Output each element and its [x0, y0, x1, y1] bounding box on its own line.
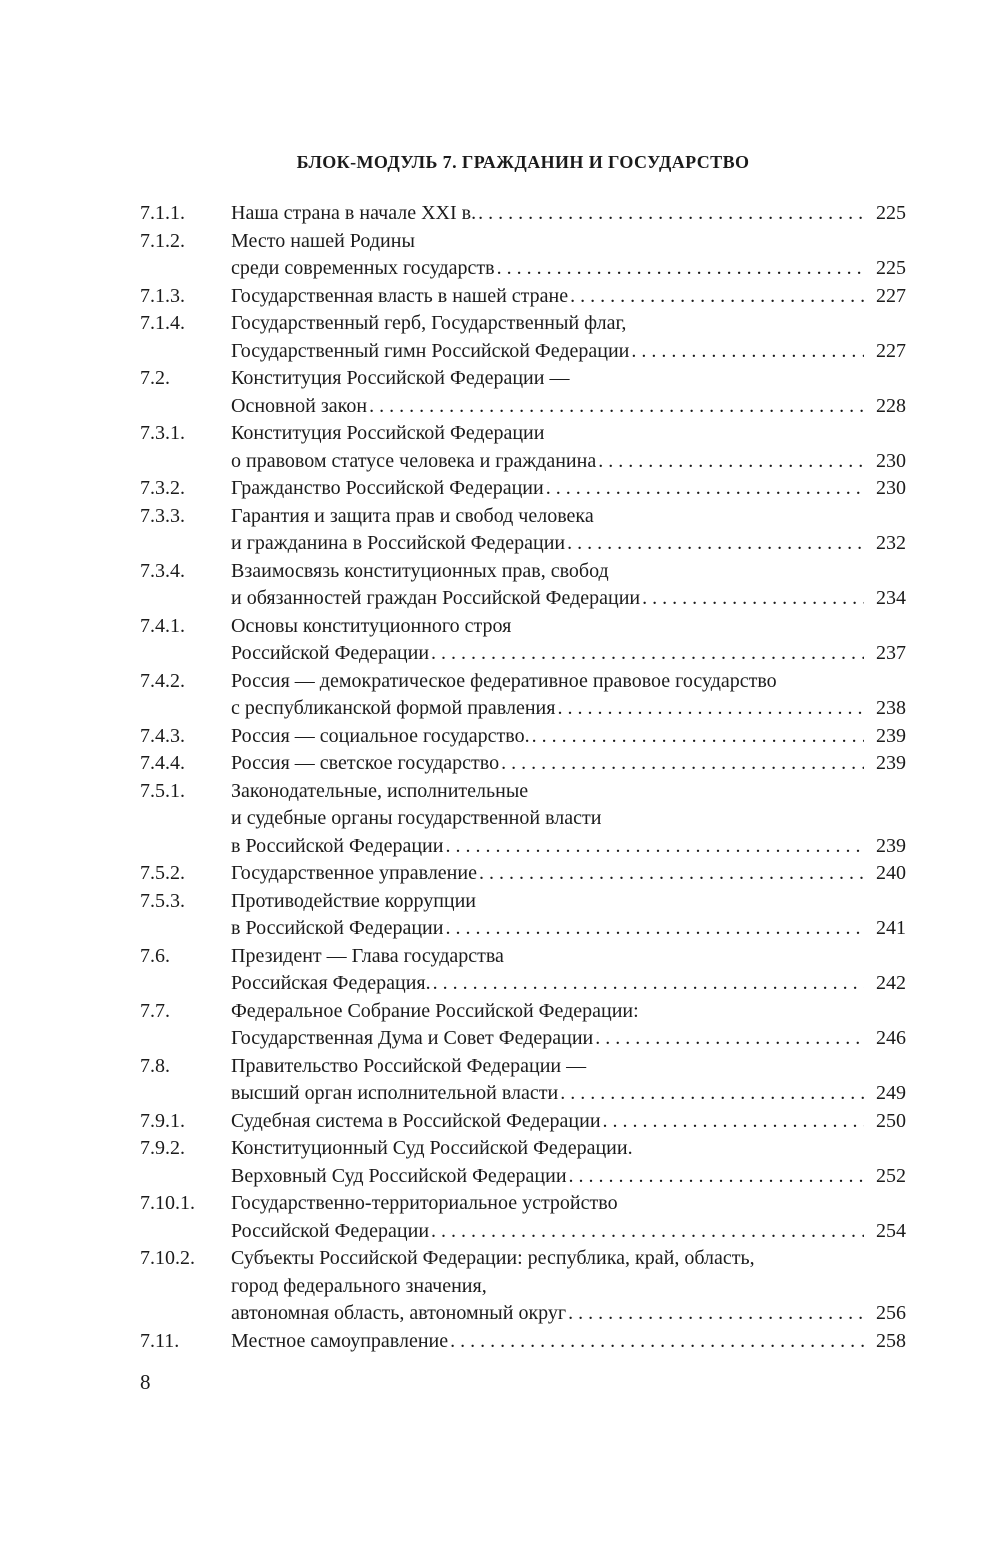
entry-line-text: Российской Федерации [231, 642, 430, 664]
entry-line-text: Конституция Российской Федерации — [231, 367, 570, 389]
entry-line [231, 530, 906, 558]
entry-line [231, 1273, 906, 1301]
dot-leader [598, 448, 864, 476]
entry-page-number: 228 [876, 394, 906, 417]
toc-entry [140, 860, 906, 888]
entry-line [231, 1080, 906, 1108]
entry-line [231, 228, 906, 256]
toc-entry [140, 1053, 906, 1108]
entry-line [231, 1300, 906, 1328]
entry-line [231, 833, 906, 861]
entry-line [231, 1108, 906, 1136]
entry-page-number: 239 [876, 724, 906, 747]
entry-text [231, 1053, 906, 1108]
entry-line-text: Законодательные, исполнительные [231, 779, 529, 802]
entry-number: 7.1.2. [140, 229, 185, 252]
entry-line [231, 503, 906, 531]
entry-line [231, 1053, 906, 1081]
toc-entry [140, 1108, 906, 1136]
entry-text [231, 475, 906, 503]
toc-entry [140, 750, 906, 778]
entry-line-text: с республиканской формой правления [231, 697, 556, 719]
entry-text [231, 613, 906, 668]
entry-line [231, 915, 906, 943]
toc-entry [140, 200, 906, 228]
dot-leader [369, 393, 864, 421]
entry-text [231, 888, 906, 943]
dot-leader [431, 1218, 864, 1246]
toc-entry [140, 778, 906, 861]
entry-line [231, 1218, 906, 1246]
entry-number: 7.3.1. [140, 422, 185, 444]
entry-line-text: Президент — Глава государства [231, 944, 504, 967]
entry-line-text: Государственный герб, Государственный флаг, [231, 312, 627, 334]
entry-page-number: 256 [876, 1302, 906, 1324]
entry-line-text: Государственно-территориальное устройство [231, 1192, 618, 1214]
entry-text [231, 750, 906, 778]
toc-entry [140, 723, 906, 751]
entry-page-number: 252 [876, 1164, 906, 1187]
entry-page-number: 230 [876, 449, 906, 472]
entry-text [231, 1108, 906, 1136]
entry-number: 7.1.4. [140, 312, 185, 334]
entry-line-text: Гарантия и защита прав и свобод человека [231, 504, 594, 527]
toc-entry [140, 1190, 906, 1245]
entry-text [231, 365, 906, 420]
entry-line [231, 558, 906, 586]
entry-text [231, 1245, 906, 1328]
toc-entries [140, 200, 906, 1355]
dot-leader [560, 1080, 864, 1108]
entry-text [231, 1190, 906, 1245]
dot-leader [631, 338, 864, 366]
entry-number: 7.1.1. [140, 202, 185, 224]
entry-number: 7.1.3. [140, 284, 185, 307]
toc-entry [140, 228, 906, 283]
entry-line [231, 200, 906, 228]
dot-leader [557, 695, 864, 723]
entry-line [231, 393, 906, 421]
toc-entry [140, 1245, 906, 1328]
entry-line [231, 585, 906, 613]
entry-text [231, 1135, 906, 1190]
entry-page-number: 230 [876, 477, 906, 499]
entry-line [231, 998, 906, 1026]
entry-line-text: Наша страна в начале XXI в. [231, 202, 477, 224]
dot-leader [501, 750, 864, 778]
entry-text [231, 200, 906, 228]
entry-number: 7.7. [140, 999, 170, 1022]
entry-line [231, 1025, 906, 1053]
entry-number: 7.8. [140, 1054, 170, 1077]
entry-number: 7.4.4. [140, 752, 185, 774]
entry-line [231, 475, 906, 503]
entry-line-text: Конституционный Суд Российской Федерации. [231, 1137, 633, 1159]
entry-line-text: автономная область, автономный округ [231, 1302, 567, 1324]
dot-leader [479, 860, 864, 888]
entry-line-text: Правительство Российской Федерации — [231, 1054, 587, 1077]
entry-text [231, 420, 906, 475]
entry-page-number: 225 [876, 202, 906, 224]
dot-leader [445, 833, 864, 861]
dot-leader [497, 255, 864, 283]
entry-number: 7.6. [140, 944, 170, 967]
toc-entry [140, 888, 906, 943]
entry-line-text: Федеральное Собрание Российской Федерации: [231, 999, 639, 1022]
entry-page-number: 240 [876, 862, 906, 884]
page-title: БЛОК-МОДУЛЬ 7. ГРАЖДАНИН И ГОСУДАРСТВО [296, 152, 750, 172]
entry-page-number: 237 [876, 642, 906, 664]
entry-line-text: Судебная система в Российской Федерации [231, 1109, 601, 1132]
entry-line [231, 860, 906, 888]
entry-line-text: и гражданина в Российской Федерации [231, 532, 566, 554]
entry-line-text: Россия — социальное государство. [231, 724, 530, 747]
entry-line-text: Гражданство Российской Федерации [231, 477, 544, 499]
entry-text [231, 668, 906, 723]
entry-line-text: Верховный Суд Российской Федерации [231, 1164, 567, 1187]
dot-leader [570, 283, 864, 311]
entry-page-number: 254 [876, 1219, 906, 1242]
toc-entry [140, 503, 906, 558]
entry-line-text: и судебные органы государственной власти [231, 807, 602, 829]
entry-page-number: 258 [876, 1329, 906, 1352]
entry-text [231, 283, 906, 311]
entry-line-text: Государственный гимн Российской Федерации [231, 339, 630, 362]
entry-page-number: 234 [876, 587, 906, 609]
entry-line-text: Государственная власть в нашей стране [231, 284, 569, 307]
entry-number: 7.2. [140, 367, 170, 389]
entry-line [231, 1245, 906, 1273]
entry-text [231, 860, 906, 888]
entry-line [231, 723, 906, 751]
toc-entry [140, 998, 906, 1053]
entry-number: 7.5.2. [140, 862, 185, 884]
entry-page-number: 242 [876, 972, 906, 994]
entry-line-text: Основной закон [231, 394, 368, 417]
entry-page-number: 241 [876, 917, 906, 939]
entry-line [231, 805, 906, 833]
entry-line-text: Российской Федерации [231, 1219, 430, 1242]
dot-leader [567, 530, 864, 558]
entry-page-number: 249 [876, 1082, 906, 1104]
entry-page-number: 227 [876, 284, 906, 307]
toc-entry [140, 475, 906, 503]
dot-leader [445, 915, 864, 943]
dot-leader [433, 970, 864, 998]
entry-line [231, 1328, 906, 1356]
toc-entry [140, 283, 906, 311]
entry-line [231, 668, 906, 696]
entry-line-text: Местное самоуправление [231, 1329, 449, 1352]
toc-entry [140, 365, 906, 420]
dot-leader [569, 1163, 864, 1191]
entry-number: 7.3.3. [140, 504, 185, 527]
entry-line-text: и обязанностей граждан Российской Федерации [231, 587, 641, 609]
dot-leader [478, 200, 864, 228]
entry-line-text: Россия — светское государство [231, 752, 500, 774]
entry-line-text: Государственная Дума и Совет Федерации [231, 1027, 594, 1049]
entry-page-number: 227 [876, 339, 906, 362]
entry-text [231, 998, 906, 1053]
toc-entry [140, 668, 906, 723]
toc-entry [140, 1328, 906, 1356]
entry-line-text: город федерального значения, [231, 1274, 487, 1297]
toc-entry [140, 310, 906, 365]
entry-text [231, 558, 906, 613]
entry-number: 7.5.1. [140, 779, 185, 802]
toc-entry [140, 943, 906, 998]
entry-number: 7.9.2. [140, 1137, 185, 1159]
entry-text [231, 503, 906, 558]
entry-line [231, 310, 906, 338]
entry-line-text: высший орган исполнительной власти [231, 1082, 559, 1104]
entry-line [231, 255, 906, 283]
entry-line-text: Субъекты Российской Федерации: республика, край, область, [231, 1247, 755, 1269]
entry-line [231, 365, 906, 393]
entry-line [231, 1190, 906, 1218]
entry-line [231, 970, 906, 998]
entry-text [231, 310, 906, 365]
entry-page-number: 250 [876, 1109, 906, 1132]
entry-page-number: 239 [876, 834, 906, 857]
entry-number: 7.3.2. [140, 477, 185, 499]
entry-line-text: о правовом статусе человека и гражданина [231, 449, 597, 472]
page-number: 8 [140, 1370, 151, 1394]
entry-line-text: Государственное управление [231, 862, 477, 884]
toc-page-content [140, 150, 906, 1355]
entry-line [231, 283, 906, 311]
entry-text [231, 228, 906, 283]
entry-line-text: Российская Федерация. [231, 972, 431, 994]
entry-line [231, 943, 906, 971]
entry-line [231, 1163, 906, 1191]
entry-line-text: Основы конституционного строя [231, 614, 512, 637]
dot-leader [546, 475, 864, 503]
entry-line [231, 750, 906, 778]
entry-number: 7.11. [140, 1329, 180, 1352]
entry-text [231, 1328, 906, 1356]
entry-number: 7.4.1. [140, 614, 185, 637]
entry-line [231, 1135, 906, 1163]
dot-leader [568, 1300, 864, 1328]
entry-page-number: 238 [876, 697, 906, 719]
toc-entry [140, 420, 906, 475]
entry-line-text: среди современных государств [231, 257, 495, 279]
entry-page-number: 225 [876, 257, 906, 279]
entry-line [231, 613, 906, 641]
entry-page-number: 239 [876, 752, 906, 774]
entry-number: 7.10.1. [140, 1192, 195, 1214]
entry-line-text: Место нашей Родины [231, 229, 415, 252]
entry-text [231, 723, 906, 751]
toc-entry [140, 558, 906, 613]
entry-number: 7.9.1. [140, 1109, 185, 1132]
dot-leader [595, 1025, 864, 1053]
dot-leader [532, 723, 864, 751]
entry-page-number: 232 [876, 532, 906, 554]
dot-leader [431, 640, 864, 668]
entry-line [231, 420, 906, 448]
dot-leader [450, 1328, 864, 1356]
entry-line [231, 448, 906, 476]
toc-entry [140, 613, 906, 668]
entry-line [231, 778, 906, 806]
entry-text [231, 943, 906, 998]
entry-line [231, 338, 906, 366]
entry-text [231, 778, 906, 861]
entry-line-text: в Российской Федерации [231, 917, 444, 939]
dot-leader [642, 585, 864, 613]
entry-number: 7.4.2. [140, 669, 185, 692]
entry-line [231, 640, 906, 668]
entry-line-text: Конституция Российской Федерации [231, 422, 545, 444]
entry-number: 7.3.4. [140, 559, 185, 582]
entry-line [231, 888, 906, 916]
toc-entry [140, 1135, 906, 1190]
entry-number: 7.10.2. [140, 1247, 195, 1269]
entry-line [231, 695, 906, 723]
dot-leader [603, 1108, 864, 1136]
entry-page-number: 246 [876, 1027, 906, 1049]
entry-line-text: Противодействие коррупции [231, 889, 476, 912]
entry-line-text: в Российской Федерации [231, 834, 444, 857]
entry-line-text: Взаимосвязь конституционных прав, свобод [231, 559, 609, 582]
entry-number: 7.4.3. [140, 724, 185, 747]
entry-line-text: Россия — демократическое федеративное правовое государство [231, 669, 777, 692]
entry-number: 7.5.3. [140, 889, 185, 912]
